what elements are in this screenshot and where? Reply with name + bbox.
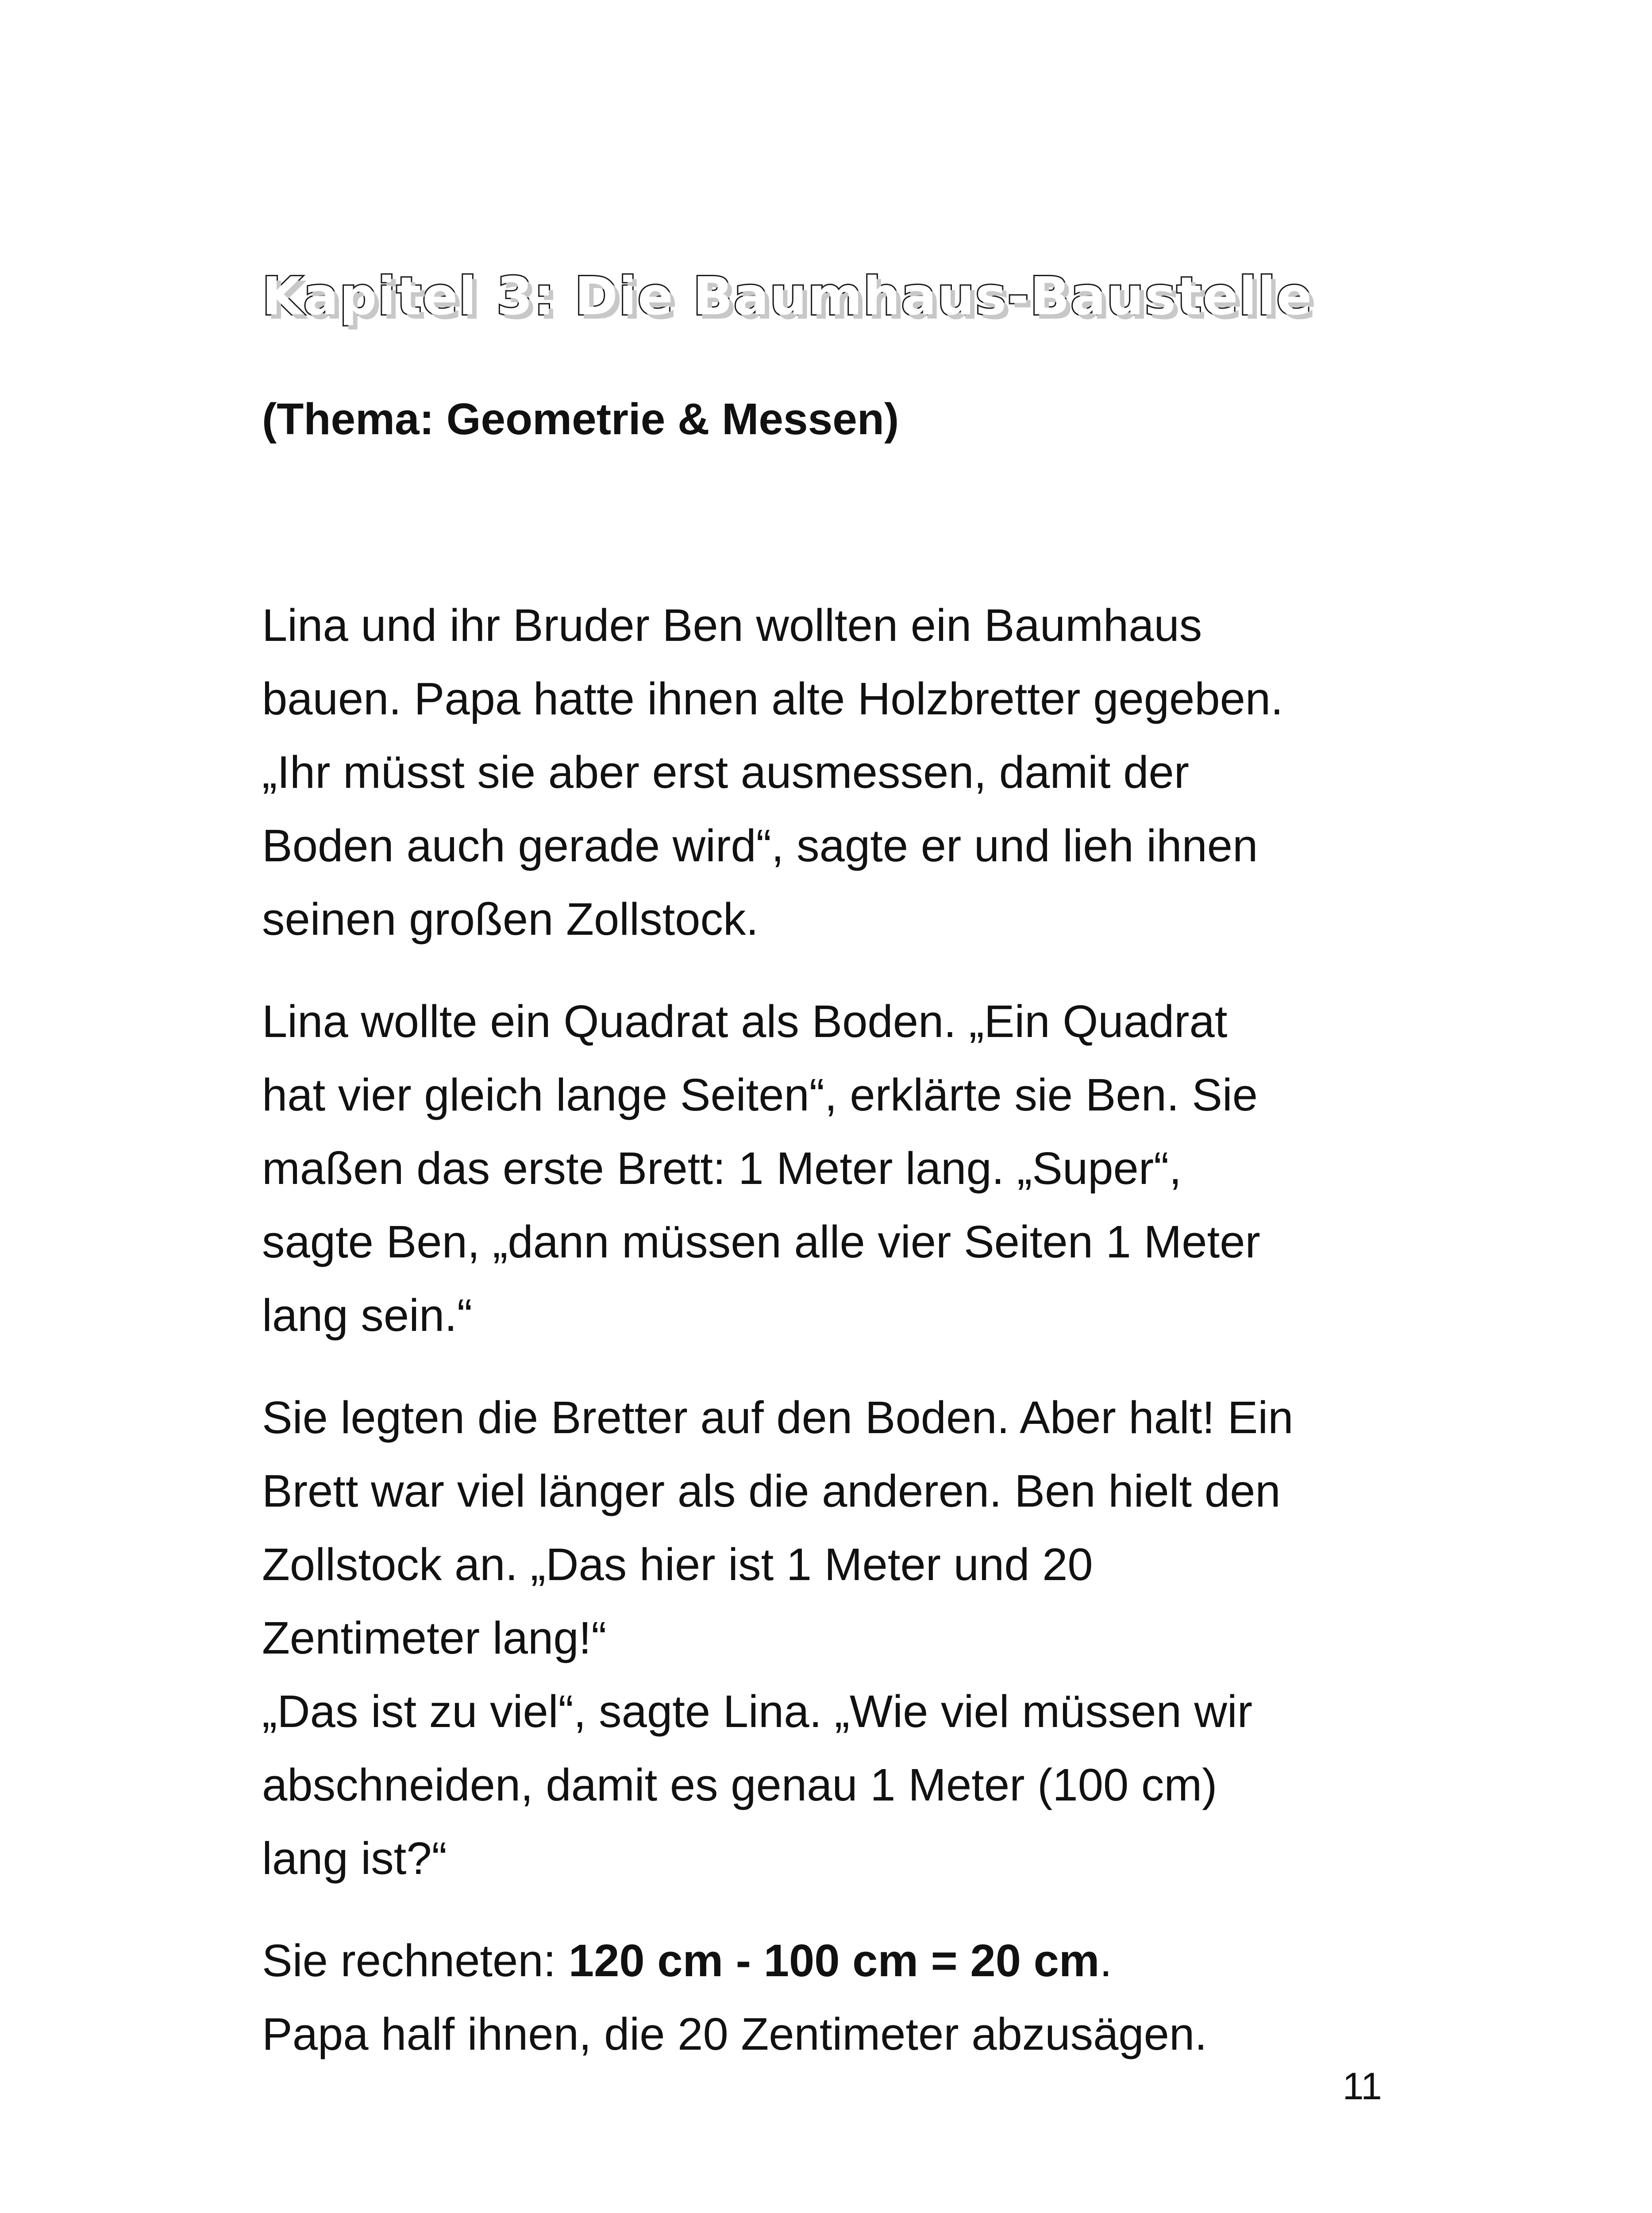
text-line: Sie legten die Bretter auf den Boden. Aber halt! Ein	[262, 1392, 1294, 1443]
text-line: Zentimeter lang!“	[262, 1612, 607, 1663]
text-line: maßen das erste Brett: 1 Meter lang. „Super“,	[262, 1143, 1182, 1194]
text-line: Boden auch gerade wird“, sagte er und lieh ihnen	[262, 820, 1258, 871]
text-line: abschneiden, damit es genau 1 Meter (100 cm)	[262, 1759, 1217, 1810]
text-line: Papa half ihnen, die 20 Zentimeter abzusägen.	[262, 2009, 1207, 2059]
page-number: 11	[1342, 2065, 1382, 2108]
calculation-equation: 120 cm - 100 cm = 20 cm	[568, 1935, 1100, 1986]
text-line: sagte Ben, „dann müssen alle vier Seiten 1 Meter	[262, 1216, 1260, 1267]
calculation-prefix: Sie rechneten:	[262, 1935, 569, 1986]
paragraph-1	[262, 589, 1413, 956]
calculation-suffix: .	[1099, 1935, 1113, 1986]
text-line: Lina wollte ein Quadrat als Boden. „Ein Quadrat	[262, 996, 1228, 1047]
text-line: bauen. Papa hatte ihnen alte Holzbretter gegeben.	[262, 673, 1283, 724]
calculation-line	[262, 1924, 1413, 1997]
text-line: hat vier gleich lange Seiten“, erklärte sie Ben. Sie	[262, 1069, 1258, 1120]
text-line: Lina und ihr Bruder Ben wollten ein Baumhaus	[262, 600, 1202, 651]
text-line: Brett war viel länger als die anderen. Ben hielt den	[262, 1465, 1281, 1516]
chapter-title: Kapitel 3: Die Baumhaus-Baustelle	[262, 266, 1313, 327]
text-line: lang sein.“	[262, 1290, 473, 1341]
paragraph-4	[262, 1924, 1413, 2071]
text-line: Zollstock an. „Das hier ist 1 Meter und 20	[262, 1539, 1093, 1590]
text-line: „Das ist zu viel“, sagte Lina. „Wie viel müssen wir	[262, 1686, 1253, 1737]
chapter-subtitle: (Thema: Geometrie & Messen)	[262, 394, 899, 444]
text-line: seinen großen Zollstock.	[262, 894, 759, 945]
paragraph-3	[262, 1381, 1413, 1895]
text-line: „Ihr müsst sie aber erst ausmessen, damit der	[262, 747, 1190, 798]
text-line: lang ist?“	[262, 1833, 447, 1884]
paragraph-2	[262, 985, 1413, 1352]
